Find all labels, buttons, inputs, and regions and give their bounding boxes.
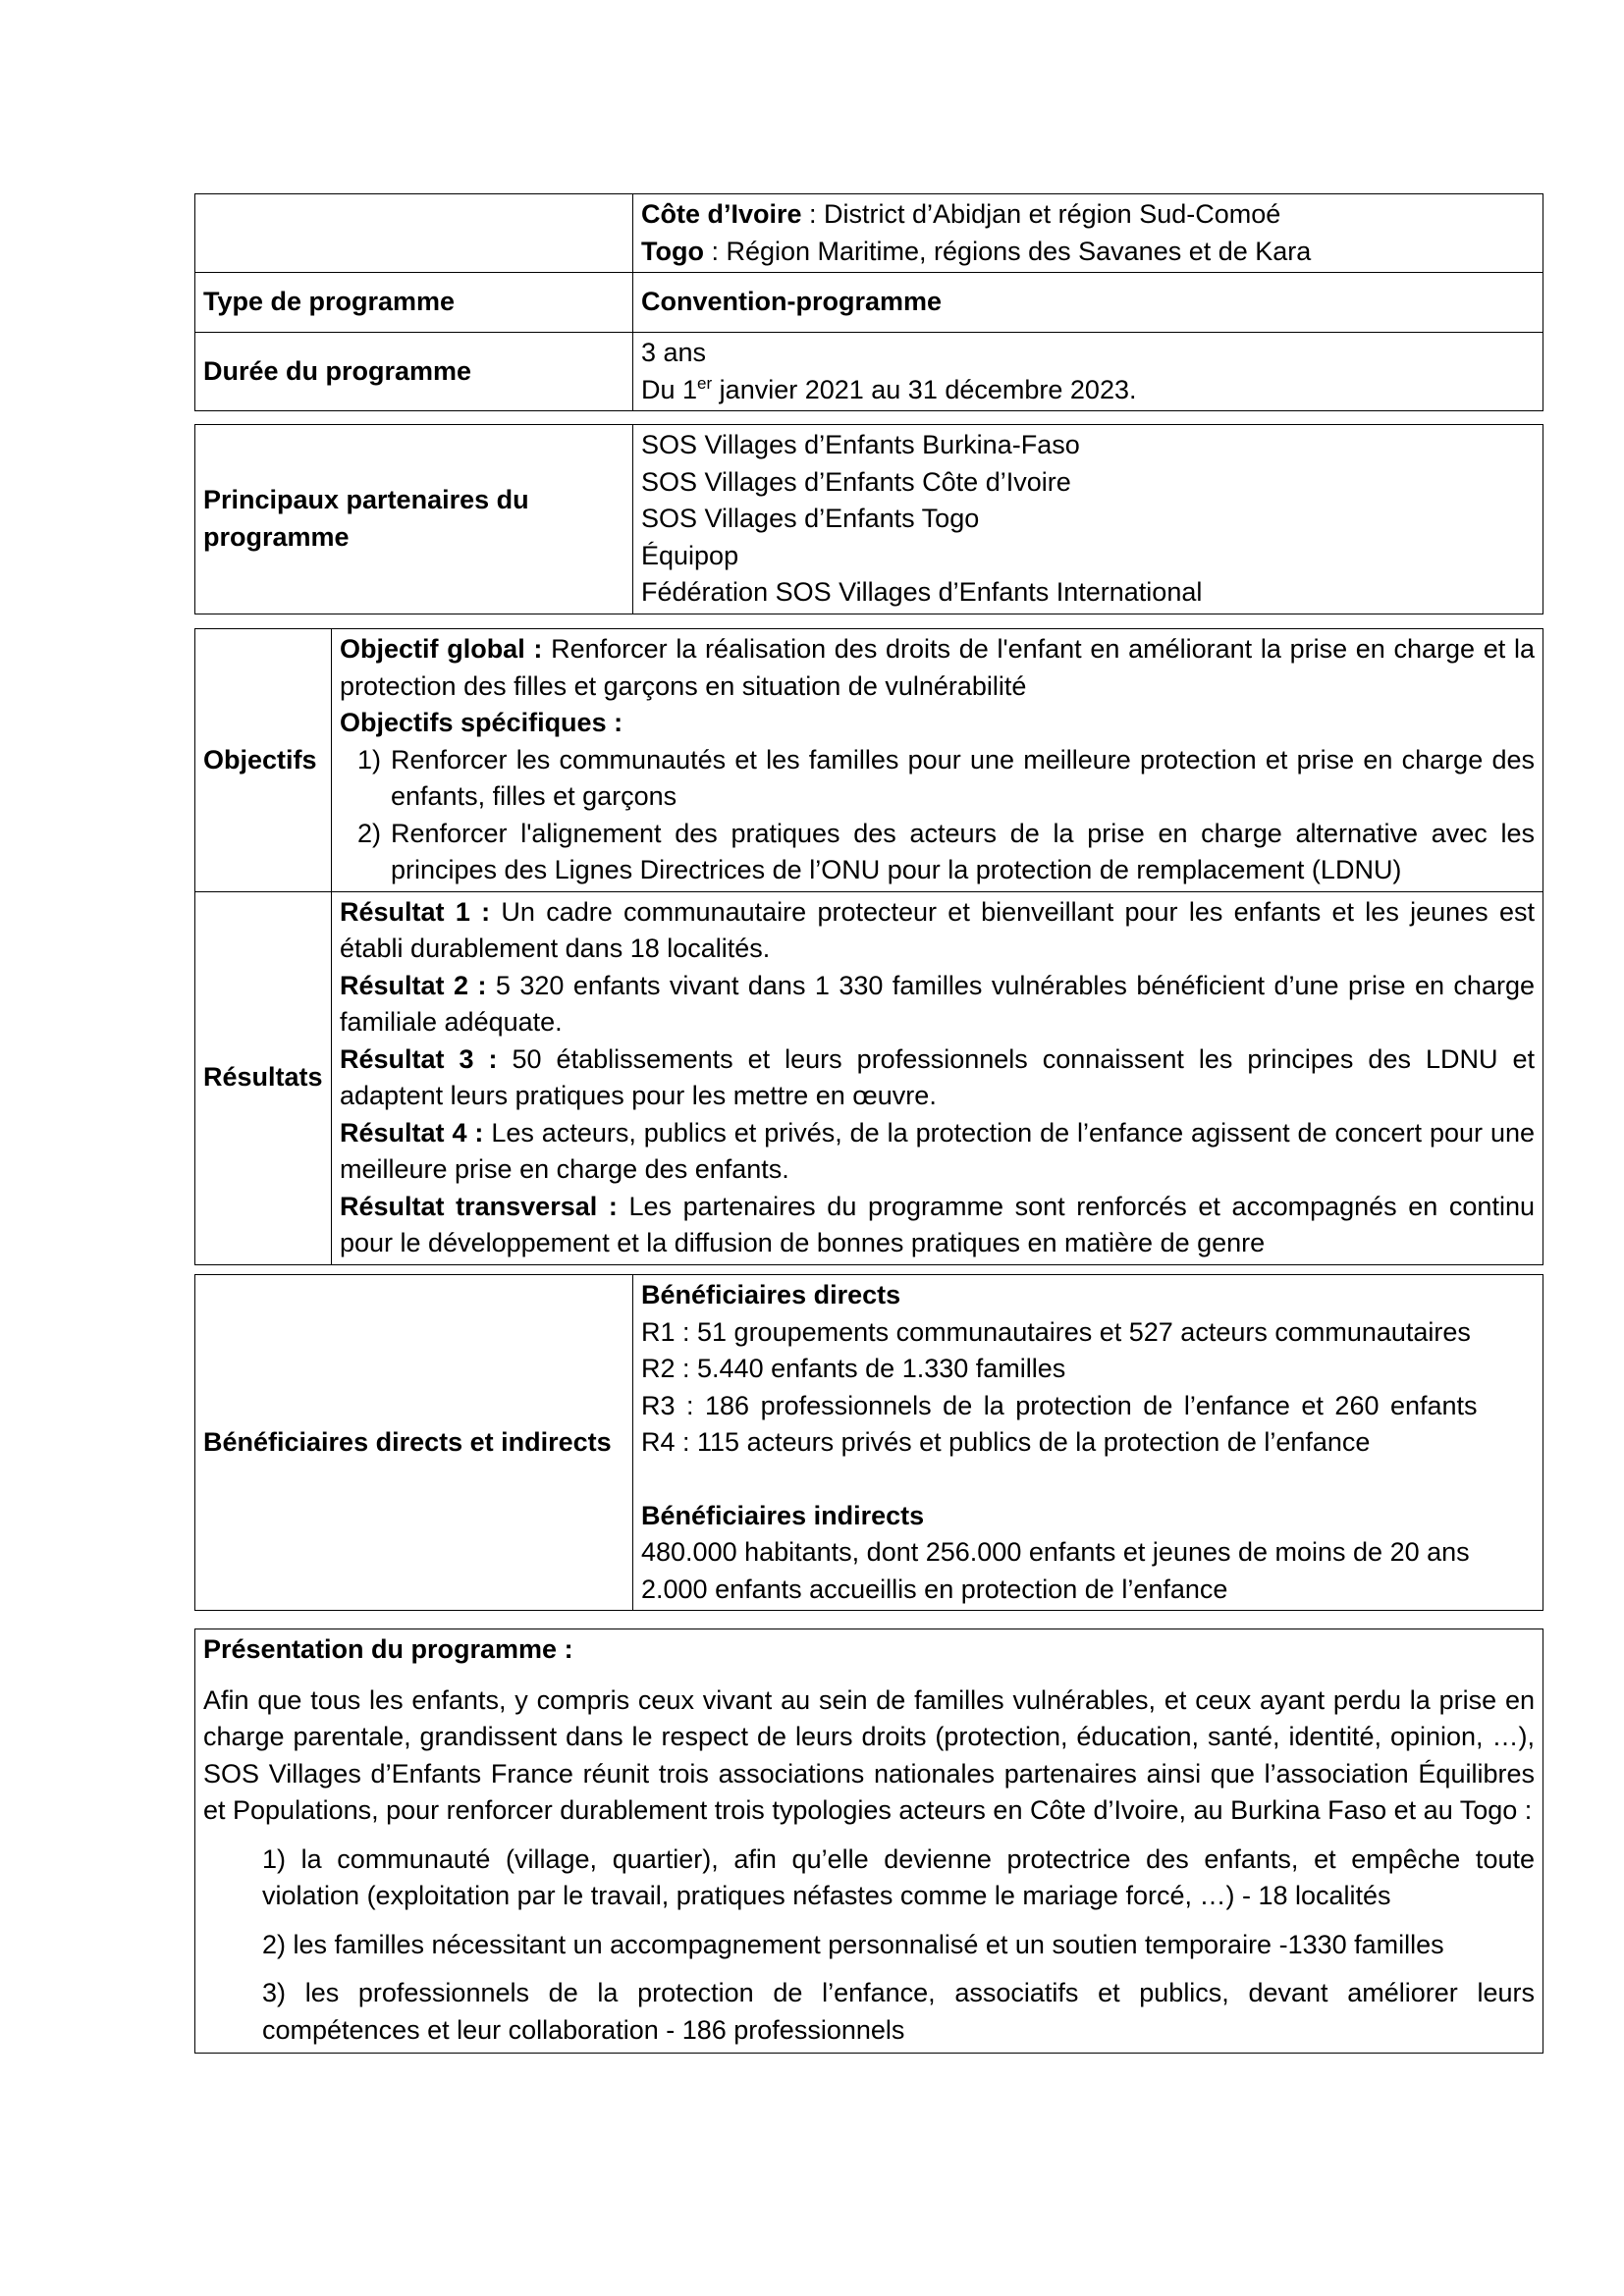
beneficiaries-table xyxy=(194,1274,1543,1611)
resultat-label: Résultat 4 : xyxy=(340,1117,484,1148)
country-togo-label: Togo xyxy=(641,236,704,266)
item-number: 2) xyxy=(356,818,381,848)
duree-value-cell xyxy=(633,333,1543,411)
beneficiaries-row xyxy=(195,1275,1543,1611)
presentation-list-item: 2) les familles nécessitant un accompagnement personnalisé et un soutien temporaire -1330 familles xyxy=(262,1929,1444,1959)
resultat-item xyxy=(340,1041,1535,1115)
objectifs-content xyxy=(332,629,1543,892)
location-value-cell xyxy=(633,194,1543,273)
partners-list xyxy=(633,425,1543,614)
resultat-item xyxy=(340,1189,1535,1262)
resultat-item xyxy=(340,894,1535,968)
partners-label: Principaux partenaires du programme xyxy=(195,425,633,614)
partner-item: Fédération SOS Villages d’Enfants International xyxy=(641,577,1203,607)
country-ci-text: : District d’Abidjan et région Sud-Comoé xyxy=(801,199,1281,229)
location-row xyxy=(195,194,1543,273)
objectifs-row xyxy=(195,629,1543,892)
resultat-text: Les acteurs, publics et privés, de la protection de l’enfance agissent de concert pour une meilleure prise en charge des enfants. xyxy=(340,1117,1535,1184)
partners-row xyxy=(195,425,1543,614)
objectifs-specifiques-list xyxy=(340,742,1535,889)
item-text: Renforcer les communautés et les familles pour une meilleure protection et prise en charge des enfants, filles et garçons xyxy=(391,744,1535,811)
beneficiaries-content xyxy=(633,1275,1543,1611)
presentation-list-item: 1) la communauté (village, quartier), afin qu’elle devienne protectrice des enfants, et empêche toute violation (exploitation par le travail, pratiques néfastes comme le mariage forcé, …) - 18 localités xyxy=(262,1843,1535,1910)
objectifs-label: Objectifs xyxy=(195,629,332,892)
beneficiaries-indirect-title: Bénéficiaires indirects xyxy=(641,1500,925,1530)
resultat-label: Résultat 3 : xyxy=(340,1043,498,1074)
partner-item: Équipop xyxy=(641,540,739,570)
resultat-label: Résultat transversal : xyxy=(340,1191,618,1221)
spacer xyxy=(641,1462,1535,1498)
type-value: Convention-programme xyxy=(633,273,1543,333)
item-text: Renforcer l'alignement des pratiques des acteurs de la prise en charge alternative avec les principes des Lignes Directrices de l’ONU pour la protection de remplacement (LDNU) xyxy=(391,818,1535,884)
objectif-global-text: Renforcer la réalisation des droits de l'enfant en améliorant la prise en charge et la protection des filles et garçons en situation de vulnérabilité xyxy=(340,634,1535,701)
partner-item: SOS Villages d’Enfants Togo xyxy=(641,504,980,533)
objectif-specifique-item xyxy=(356,742,1535,816)
duree-line2-pre: Du 1 xyxy=(641,374,698,404)
objectifs-specifiques-label: Objectifs spécifiques : xyxy=(340,708,623,737)
partner-item: SOS Villages d’Enfants Côte d’Ivoire xyxy=(641,466,1071,497)
presentation-title: Présentation du programme : xyxy=(203,1634,573,1664)
resultat-label: Résultat 2 : xyxy=(340,970,487,1000)
resultat-item xyxy=(340,968,1535,1041)
objectif-global xyxy=(340,631,1535,705)
presentation-list-item: 3) les professionnels de la protection de l’enfance, associatifs et publics, devant améliorer leurs compétences et leur collaboration - 186 professionnels xyxy=(262,1978,1535,2045)
duree-line2 xyxy=(641,372,1535,409)
location-label-cell xyxy=(195,194,633,273)
resultat-label: Résultat 1 : xyxy=(340,896,491,927)
beneficiary-indirect-item: 480.000 habitants, dont 256.000 enfants et jeunes de moins de 20 ans xyxy=(641,1537,1470,1567)
duree-line2-post: janvier 2021 au 31 décembre 2023. xyxy=(712,374,1137,404)
beneficiary-direct-item: R4 : 115 acteurs privés et publics de la protection de l’enfance xyxy=(641,1427,1371,1457)
beneficiaries-direct-title: Bénéficiaires directs xyxy=(641,1280,901,1309)
beneficiaries-label: Bénéficiaires directs et indirects xyxy=(195,1275,633,1611)
duree-row xyxy=(195,333,1543,411)
resultat-text: Les partenaires du programme sont renforcés et accompagnés en continu pour le développement et la diffusion de bonnes pratiques en matière de genre xyxy=(340,1191,1535,1257)
duree-line2-sup: er xyxy=(697,373,713,393)
type-row xyxy=(195,273,1543,333)
beneficiary-indirect-item: 2.000 enfants accueillis en protection de l’enfance xyxy=(641,1574,1228,1604)
info-table-top xyxy=(194,193,1543,411)
country-togo-text: : Région Maritime, régions des Savanes et de Kara xyxy=(703,236,1312,266)
partners-table xyxy=(194,424,1543,614)
resultat-text: Un cadre communautaire protecteur et bienveillant pour les enfants et les jeunes est établi durablement dans 18 localités. xyxy=(340,896,1535,963)
resultats-label: Résultats xyxy=(195,891,332,1264)
resultat-item xyxy=(340,1115,1535,1189)
duree-line1: 3 ans xyxy=(641,338,707,367)
duree-label: Durée du programme xyxy=(195,333,633,411)
partner-item: SOS Villages d’Enfants Burkina-Faso xyxy=(641,430,1080,459)
resultat-text: 5 320 enfants vivant dans 1 330 familles vulnérables bénéficient d’une prise en charge familiale adéquate. xyxy=(340,970,1535,1037)
objectives-table xyxy=(194,628,1543,1265)
presentation-table xyxy=(194,1629,1543,2054)
beneficiary-direct-item: R3 : 186 professionnels de la protection de l’enfance et 260 enfants xyxy=(641,1390,1478,1420)
presentation-row xyxy=(195,1629,1543,2054)
country-ci-label: Côte d’Ivoire xyxy=(641,199,802,229)
objectif-global-label: Objectif global : xyxy=(340,634,543,664)
presentation-content xyxy=(195,1629,1543,2054)
presentation-intro: Afin que tous les enfants, y compris ceux vivant au sein de familles vulnérables, et ceux ayant perdu la prise en charge parentale, grandissent dans le respect de leurs droits (protection, éducation, santé, identité, opinion, …), SOS Villages d’Enfants France réunit trois associations nationales partenaires ainsi que l’association Équilibres et Populations, pour renforcer durablement trois typologies acteurs en Côte d’Ivoire, au Burkina Faso et au Togo : xyxy=(203,1684,1535,1825)
resultats-row xyxy=(195,891,1543,1264)
item-number: 1) xyxy=(356,744,381,774)
beneficiary-direct-item: R1 : 51 groupements communautaires et 527 acteurs communautaires xyxy=(641,1316,1471,1347)
beneficiary-direct-item: R2 : 5.440 enfants de 1.330 familles xyxy=(641,1354,1066,1383)
type-label: Type de programme xyxy=(195,273,633,333)
resultats-content xyxy=(332,891,1543,1264)
resultat-text: 50 établissements et leurs professionnels connaissent les principes des LDNU et adaptent leurs pratiques pour les mettre en œuvre. xyxy=(340,1043,1535,1110)
objectif-specifique-item xyxy=(356,816,1535,889)
